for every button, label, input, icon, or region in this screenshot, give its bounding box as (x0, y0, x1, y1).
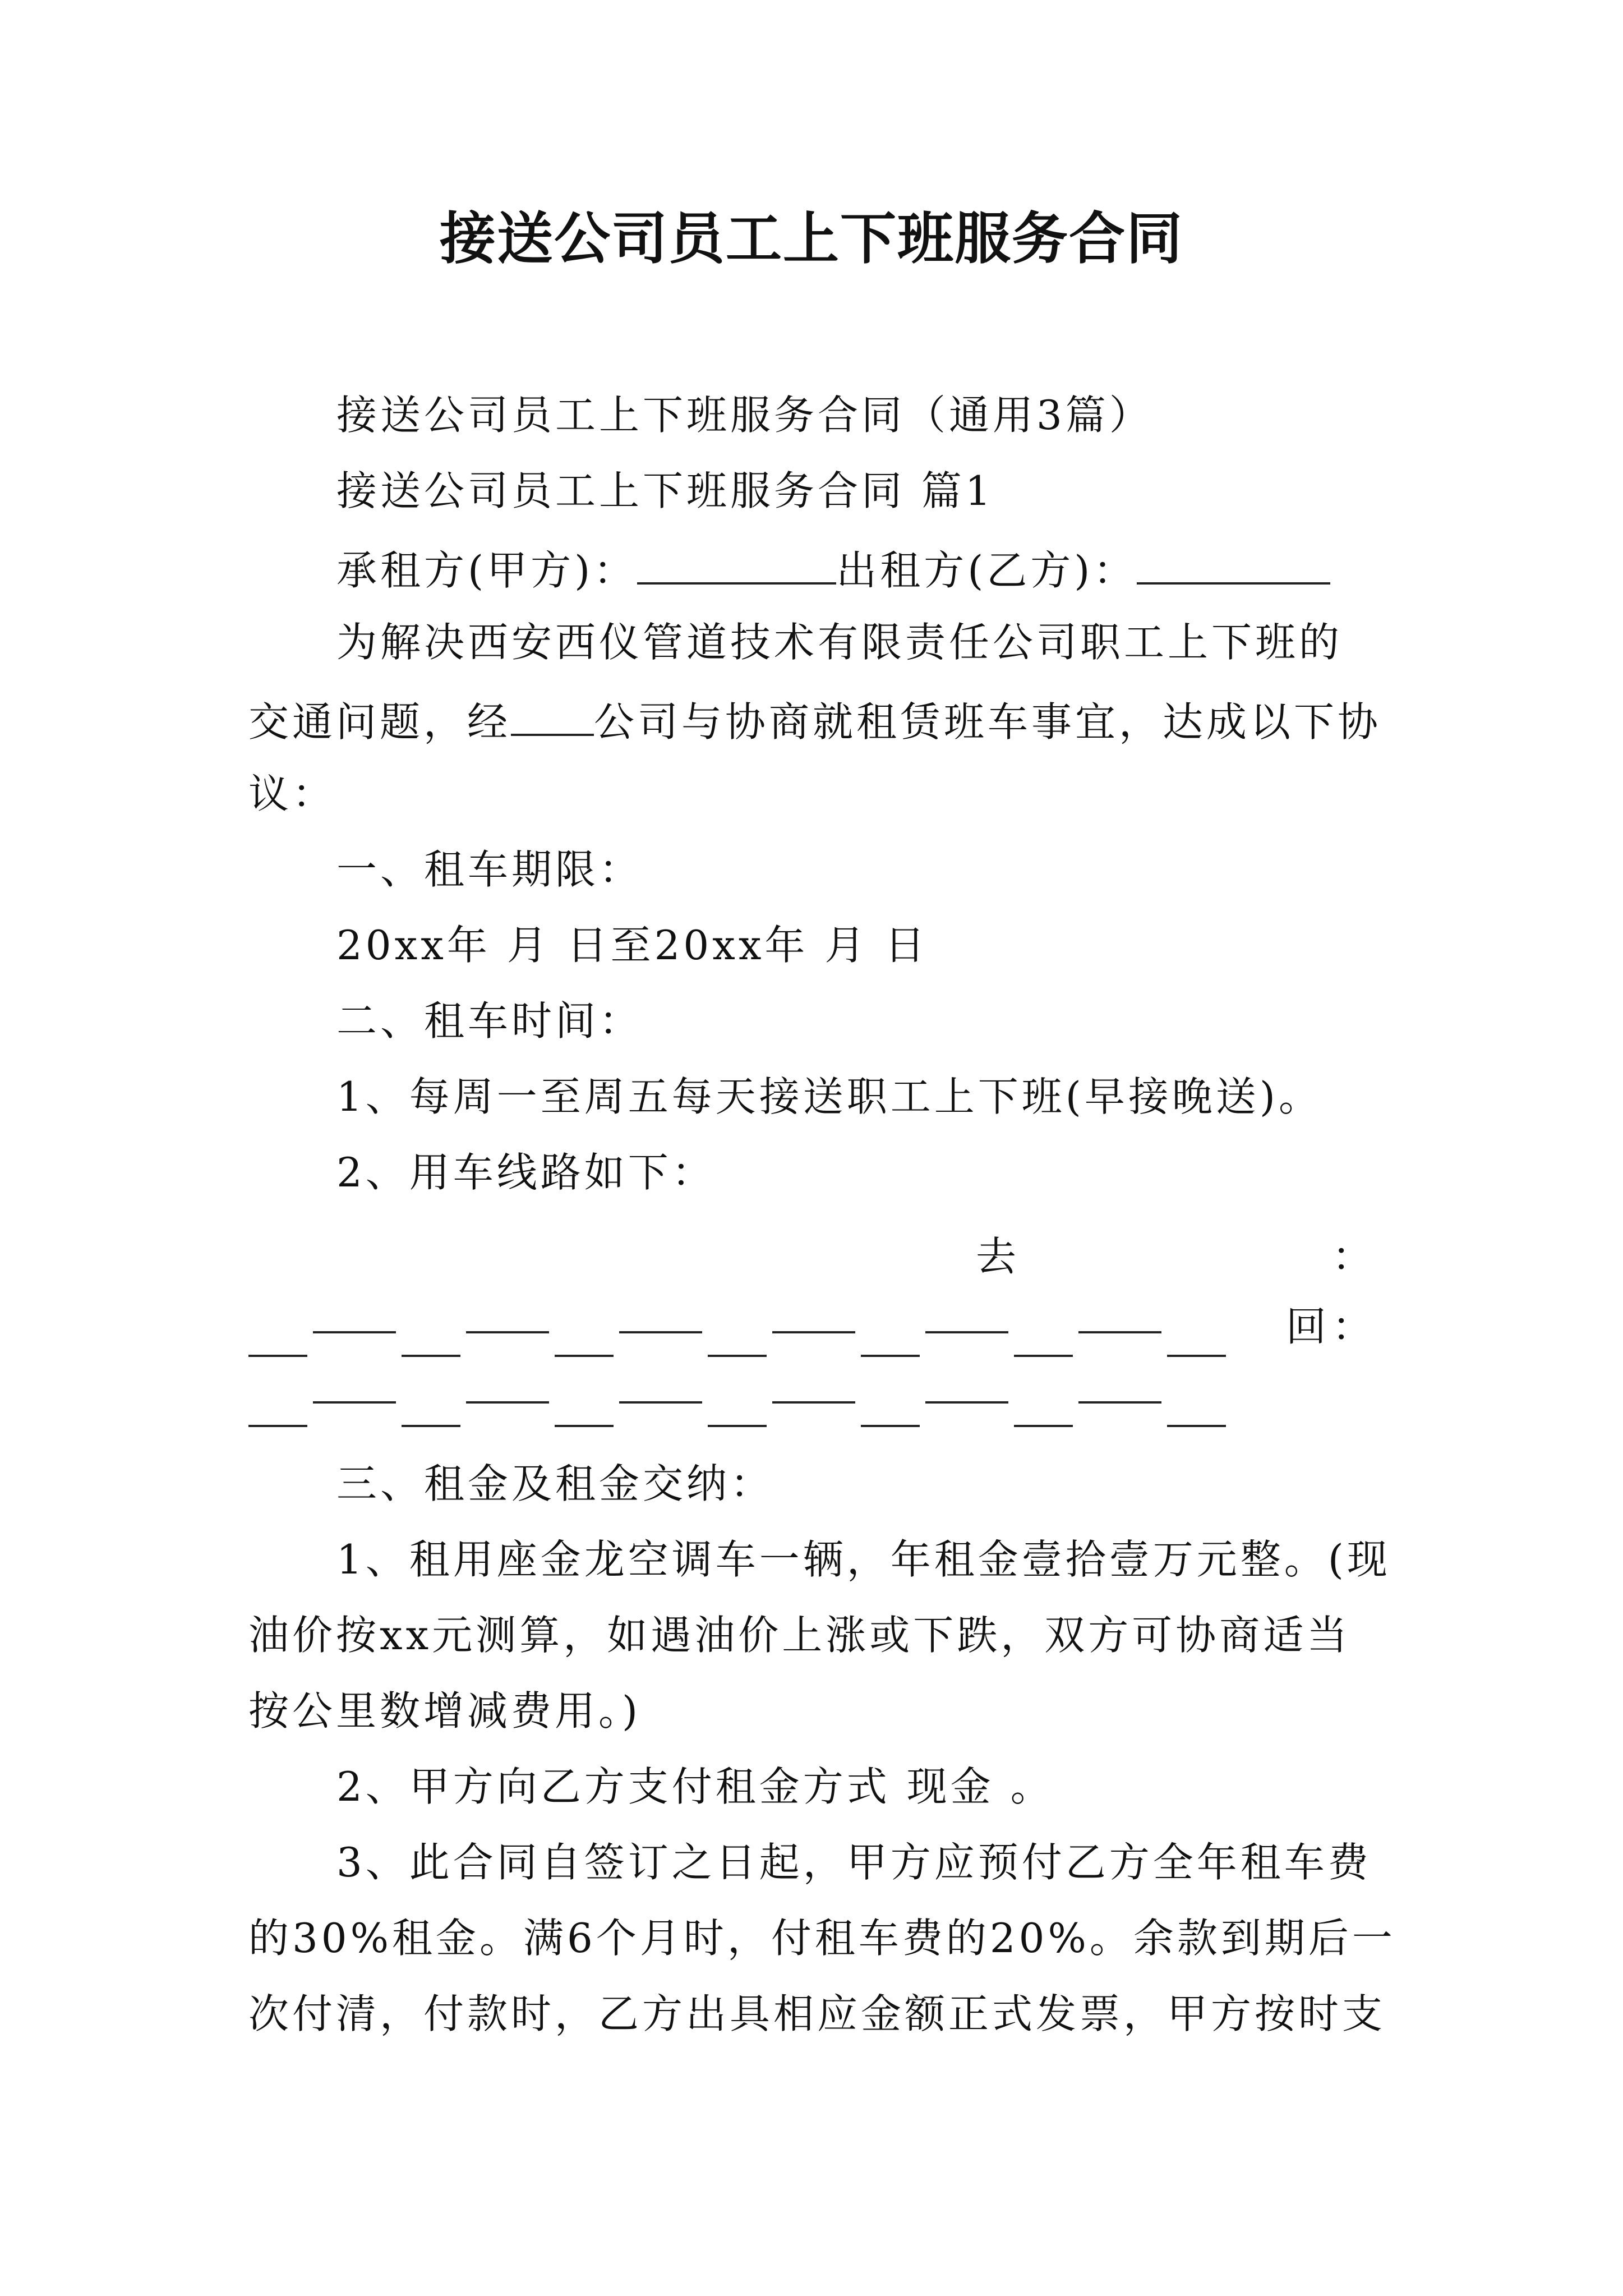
blank-segment (619, 1331, 702, 1333)
route-go-row (248, 1228, 1387, 1301)
blank-segment (708, 1425, 767, 1427)
blank-segment (248, 1355, 307, 1357)
blank-segment (708, 1355, 767, 1357)
route-return-colon: ： (1332, 1303, 1373, 1350)
blank-segment (248, 1425, 307, 1427)
blank-segment (861, 1355, 920, 1357)
blank-segment (1167, 1425, 1226, 1427)
intro-line-3: 议： (248, 770, 336, 817)
blank-segment (1167, 1355, 1226, 1357)
intro-line-2 (248, 690, 1381, 750)
section3-item-3-line-2: 的30%租金。满6个月时，付租车费的20%。余款到期后一 (248, 1915, 1396, 1962)
company-blank (511, 690, 594, 736)
route-return-label: 回 (1286, 1303, 1327, 1350)
blank-segment (925, 1401, 1008, 1404)
blank-segment (402, 1425, 460, 1427)
blank-segment (555, 1355, 614, 1357)
section3-item-1-line-1: 1、租用座金龙空调车一辆，年租金壹拾壹万元整。(现 (336, 1536, 1391, 1583)
route-return-blanks (248, 1369, 1387, 1442)
section3-heading: 三、租金及租金交纳： (336, 1460, 774, 1507)
intro-line-2-a: 交通问题，经 (248, 698, 511, 746)
lessor-blank (1137, 539, 1330, 585)
blank-segment (402, 1355, 460, 1357)
blank-segment (313, 1401, 396, 1404)
blank-segment (555, 1425, 614, 1427)
blank-segment (1014, 1355, 1073, 1357)
subtitle-general: 接送公司员工上下班服务合同（通用3篇） (336, 392, 1153, 439)
intro-line-2-b: 公司与协商就租赁班车事宜，达成以下协 (594, 698, 1382, 746)
route-go-label: 去 (976, 1233, 1017, 1280)
blank-segment (1014, 1425, 1073, 1427)
blank-segment (772, 1331, 855, 1333)
section3-item-3-line-1: 3、此合同自签订之日起，甲方应预付乙方全年租车费 (336, 1839, 1372, 1886)
section3-item-1-line-2: 油价按xx元测算，如遇油价上涨或下跌，双方可协商适当 (248, 1612, 1351, 1659)
route-go-blanks (248, 1299, 1387, 1372)
section3-item-1-line-3: 按公里数增减费用。) (248, 1687, 642, 1734)
section2-item-1: 1、每周一至周五每天接送职工上下班(早接晚送)。 (336, 1073, 1322, 1120)
blank-segment (925, 1331, 1008, 1333)
blank-segment (313, 1331, 396, 1333)
rental-period: 20xx年 月 日至20xx年 月 日 (336, 922, 929, 969)
lessor-label: 出租方(乙方)： (836, 547, 1137, 594)
section3-item-3-line-3: 次付清，付款时，乙方出具相应金额正式发票，甲方按时支 (248, 1990, 1386, 2037)
route-go-colon: ： (1332, 1233, 1373, 1280)
section3-item-2: 2、甲方向乙方支付租金方式 现金 。 (336, 1763, 1054, 1810)
intro-line-1: 为解决西安西仪管道技术有限责任公司职工上下班的 (336, 619, 1343, 666)
section2-item-2: 2、用车线路如下： (336, 1149, 716, 1196)
blank-segment (619, 1401, 702, 1404)
blank-segment (861, 1425, 920, 1427)
section1-heading: 一、租车期限： (336, 846, 643, 893)
subtitle-part: 接送公司员工上下班服务合同 篇1 (336, 467, 994, 514)
lessee-blank (637, 539, 836, 585)
blank-segment (772, 1401, 855, 1404)
parties-line (336, 539, 1330, 599)
section2-heading: 二、租车时间： (336, 997, 643, 1045)
document-title: 接送公司员工上下班服务合同 (440, 205, 1183, 272)
blank-segment (1078, 1331, 1161, 1333)
blank-segment (466, 1401, 549, 1404)
blank-segment (466, 1331, 549, 1333)
blank-segment (1078, 1401, 1161, 1404)
lessee-label: 承租方(甲方)： (336, 547, 638, 594)
